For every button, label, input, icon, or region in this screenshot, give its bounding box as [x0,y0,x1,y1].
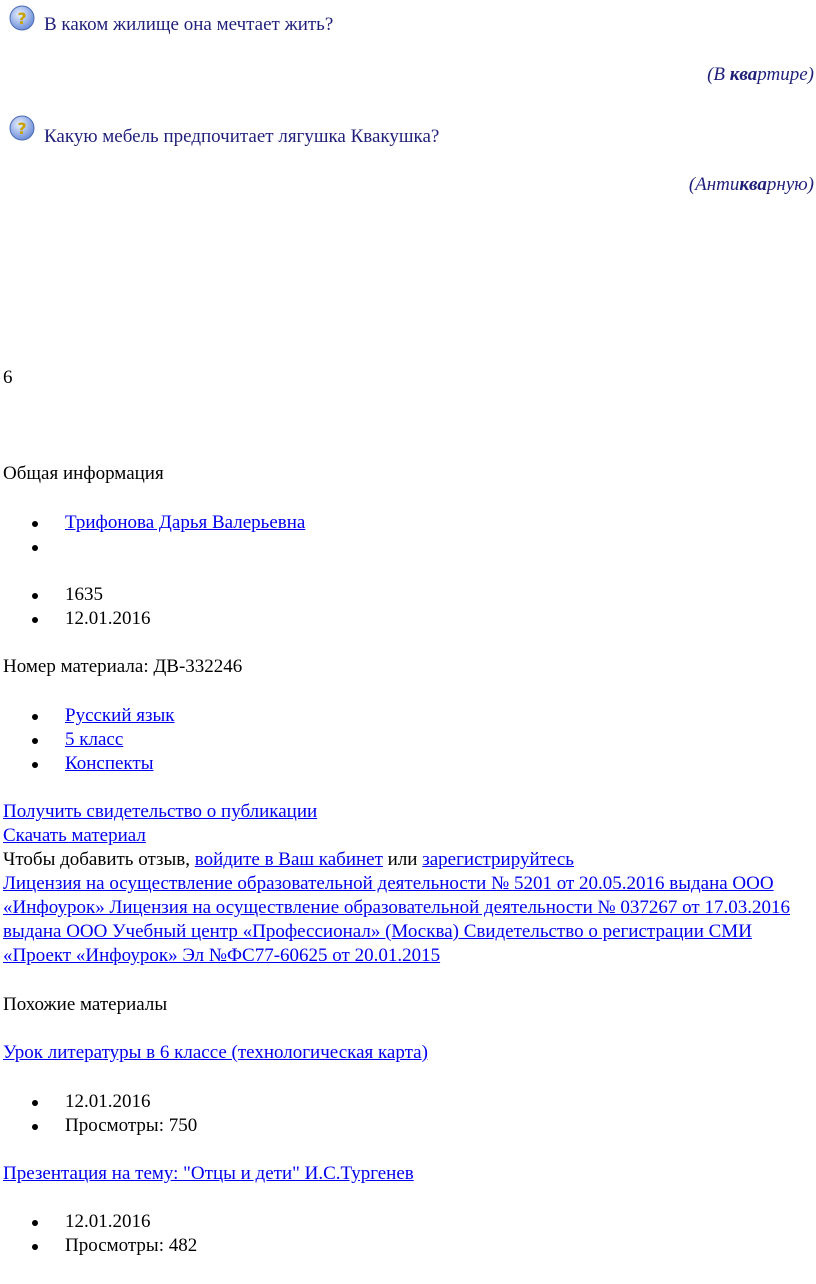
get-certificate-link[interactable]: Получить свидетельство о публикации [3,801,318,822]
list-item: 12.01.2016 [0,1210,197,1234]
list-item: Просмотры: 750 [0,1114,197,1138]
similar-meta-list [0,1090,197,1138]
license-link[interactable]: Лицензия на осуществление образовательной деятельности № 5201 от 20.05.2016 выдана ООО «Инфоурок» Лицензия на осуществление образовательной деятельности № 037267 от 17.03.2016 выдана ООО Учебный центр «Профессионал» (Москва) Свидетельство о регистрации СМИ «Проект «Инфоурок» Эл №ФС77-60625 от 20.01.2015 [3,873,790,966]
similar-material-link[interactable]: Презентация на тему: "Отцы и дети" И.С.Тургенев [3,1163,414,1184]
tag-link[interactable]: Русский язык [65,705,175,726]
list-item [0,752,175,776]
similar-heading: Похожие материалы [3,994,168,1015]
list-item [0,583,151,607]
review-prompt: Чтобы добавить отзыв, войдите в Ваш кабинет или зарегистрируйтесь [3,849,574,870]
similar-material-link[interactable]: Урок литературы в 6 классе (технологическая карта) [3,1042,428,1063]
svg-text:?: ? [17,9,27,28]
publish-date: 12.01.2016 [65,608,151,629]
list-item: Просмотры: 482 [0,1234,197,1258]
page-number: 6 [3,367,13,388]
quiz-question: В каком жилище она мечтает жить? [44,14,334,35]
tag-link[interactable]: 5 класс [65,729,124,750]
download-material-link[interactable]: Скачать материал [3,825,146,846]
quiz-answer: (Антикварную) [688,174,814,195]
list-item [0,704,175,728]
info-heading: Общая информация [3,463,164,484]
quiz-question: Какую мебель предпочитает лягушка Квакушка? [44,126,440,147]
similar-meta-list [0,1210,197,1258]
svg-text:?: ? [17,119,27,138]
author-link[interactable]: Трифонова Дарья Валерьевна [65,512,306,533]
license-link-block [3,872,808,968]
list-item [0,511,305,535]
list-item [0,728,175,752]
login-link[interactable]: войдите в Ваш кабинет [194,849,383,870]
list-item [0,607,151,631]
material-number: Номер материала: ДВ-332246 [3,656,243,677]
question-icon [9,115,35,141]
list-item [0,535,305,559]
meta-list [0,583,151,631]
views-count: 1635 [65,584,103,605]
quiz-answer: (В квартире) [707,64,814,85]
tag-link[interactable]: Конспекты [65,753,154,774]
question-icon [9,5,35,31]
register-link[interactable]: зарегистрируйтесь [422,849,574,870]
tag-list [0,704,175,776]
author-list [0,511,305,559]
list-item: 12.01.2016 [0,1090,197,1114]
